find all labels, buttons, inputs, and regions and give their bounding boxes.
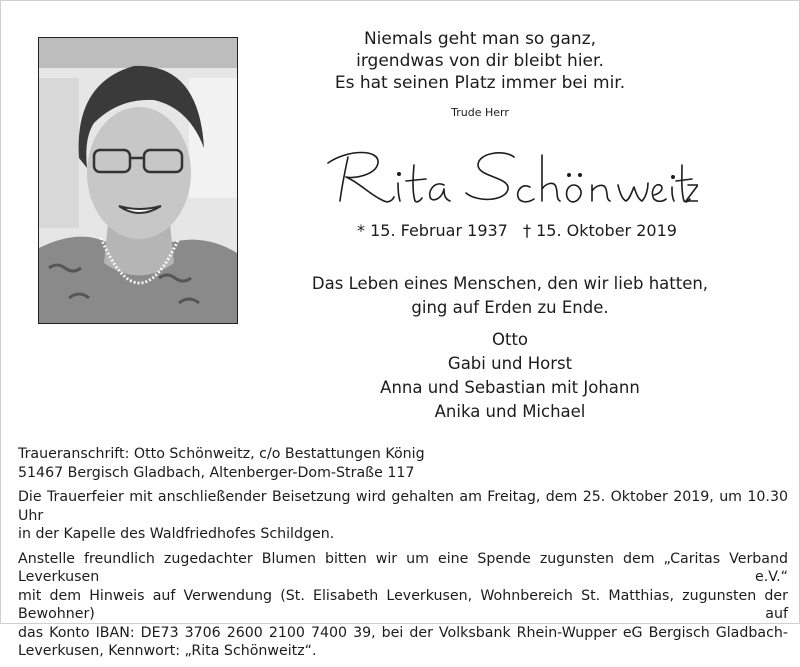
donation-line: Anstelle freundlich zugedachter Blumen bitten wir um eine Spende zugunsten dem „Caritas Verband Leverkusen e.V.“ [18,550,788,585]
deceased-name-signature [318,143,698,215]
verse-line: ging auf Erden zu Ende. [411,298,609,317]
ceremony-info [18,488,788,544]
quote-line: Es hat seinen Platz immer bei mir. [334,73,626,93]
mourners-list [330,328,690,424]
mourning-address [18,445,788,482]
donation-line: mit dem Hinweis auf Verwendung (St. Elisabeth Leverkusen, Wohnbereich St. Matthias, zugunsten der Bewohner) auf [18,587,788,622]
quote-author: Trude Herr [451,106,509,119]
ceremony-line: Die Trauerfeier mit anschließender Beisetzung wird gehalten am Freitag, dem 25. Oktober 2019, um 10.30 Uhr [18,489,788,524]
ceremony-line: in der Kapelle des Waldfriedhofes Schildgen. [18,526,335,542]
mourner-name: Gabi und Horst [447,354,573,373]
donation-info [18,550,788,661]
address-line: 51467 Bergisch Gladbach, Altenberger-Dom-Straße 117 [18,464,415,481]
birth-date: * 15. Februar 1937 [357,221,508,240]
death-date: † 15. Oktober 2019 [523,221,677,240]
donation-line: Leverkusen, Kennwort: „Rita Schönweitz“. [18,643,317,659]
donation-line: das Konto IBAN: DE73 3706 2600 2100 7400 39, bei der Volksbank Rhein-Wupper eG Bergisch Gladbach- [18,624,788,641]
mourner-name: Anna und Sebastian mit Johann [380,378,640,397]
verse-line: Das Leben eines Menschen, den wir lieb hatten, [311,274,709,293]
quote-line: irgendwas von dir bleibt hier. [356,51,604,71]
address-line: Traueranschrift: Otto Schönweitz, c/o Bestattungen König [18,446,425,462]
quote-line: Niemals geht man so ganz, [363,29,597,49]
mourner-name: Anika und Michael [434,402,586,421]
portrait-photo [38,37,238,324]
mourner-name: Otto [491,330,529,349]
memorial-verse [300,272,720,320]
poem-quote [330,28,630,94]
notice-details [18,445,788,667]
